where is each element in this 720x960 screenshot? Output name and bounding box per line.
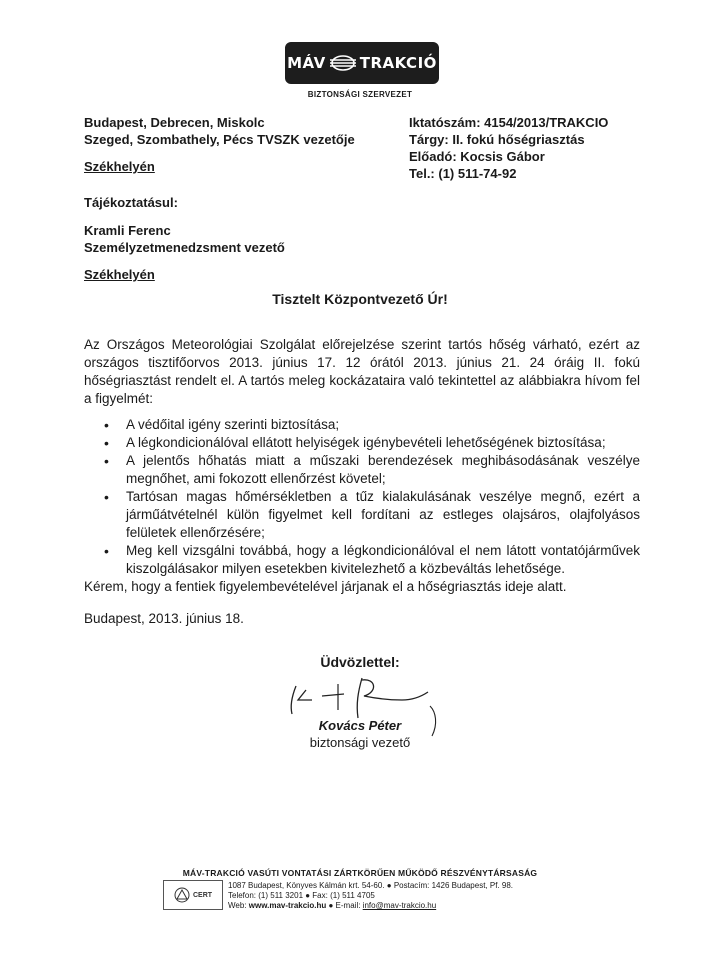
place-date: Budapest, 2013. június 18. xyxy=(84,611,244,626)
org-unit: BIZTONSÁGI SZERVEZET xyxy=(307,90,413,99)
footer-company: MÁV-TRAKCIÓ VASÚTI VONTATÁSI ZÁRTKÖRŰEN MŰKÖDŐ RÉSZVÉNYTÁRSASÁG xyxy=(182,868,538,878)
info-name: Kramli Ferenc xyxy=(84,223,171,238)
footer-email-label: ● E-mail: xyxy=(328,901,361,910)
logo-text-mav: MÁV xyxy=(287,54,326,72)
footer-web-label: Web: xyxy=(228,901,247,910)
footer-contact xyxy=(228,881,513,911)
list-item: • A légkondicionálóval ellátott helyiségek igénybevételi lehetőségének biztosítása; xyxy=(100,434,640,452)
recipient-line1: Budapest, Debrecen, Miskolc xyxy=(84,115,265,130)
cert-label: CERT xyxy=(192,891,213,899)
list-item: • A jelentős hőhatás miatt a műszaki berendezések meghibásodásának veszélye megnőhet, ami fokozott ellenőrzést követel; xyxy=(100,452,640,488)
greeting: Üdvözlettel: xyxy=(320,654,400,670)
bullet-list xyxy=(100,416,640,578)
certification-badge xyxy=(163,880,223,910)
footer-email-link[interactable]: info@mav-trakcio.hu xyxy=(362,901,437,910)
reference-officer: Előadó: Kocsis Gábor xyxy=(409,149,545,164)
list-item: • Tartósan magas hőmérsékletben a tűz kialakulásának veszélye megnő, ezért a járműátvételnél külön figyelmet kell fordítani az estleges olajsáros, olajfolyásos felületek ellenőrzésére; xyxy=(100,488,640,542)
recipient-seat: Székhelyén xyxy=(84,159,155,174)
footer-web-line xyxy=(228,901,513,911)
footer-address: 1087 Budapest, Könyves Kálmán krt. 54-60. ● Postacím: 1426 Budapest, Pf. 98. xyxy=(228,881,513,890)
list-item: • A védőital igény szerinti biztosítása; xyxy=(100,416,640,434)
logo-emblem-icon xyxy=(330,54,356,72)
info-seat: Székhelyén xyxy=(84,267,155,282)
footer-web-link[interactable]: www.mav-trakcio.hu xyxy=(248,901,327,910)
salutation: Tisztelt Központvezető Úr! xyxy=(272,291,448,307)
list-item: • Meg kell vizsgálni továbbá, hogy a légkondicionálóval el nem látott vontatójárművek kiszolgálásakor milyen esetekben kivitelezhető a közbeváltás lehetősége. xyxy=(100,542,640,578)
intro-paragraph: Az Országos Meteorológiai Szolgálat előrejelzése szerint tartós hőség várható, ezért az országos tisztifőorvos 2013. június 17. 12 órától 2013. június 21. 24 óráig II. fokú hőségriasztást rendelt el. A tartós meleg kockázataira való tekintettel az alábbiakra hívom fel a figyelmét: xyxy=(84,337,640,406)
reference-subject: Tárgy: II. fokú hőségriasztás xyxy=(409,132,585,147)
reference-number: Iktatószám: 4154/2013/TRAKCIO xyxy=(409,115,609,130)
signer-name: Kovács Péter xyxy=(318,718,402,733)
signer-title: biztonsági vezető xyxy=(309,735,411,750)
closing-paragraph: Kérem, hogy a fentiek figyelembevételével járjanak el a hőségriasztás ideje alatt. xyxy=(84,579,567,594)
mav-trakcio-logo xyxy=(285,42,439,84)
info-label: Tájékoztatásul: xyxy=(84,195,178,210)
cert-triangle-icon xyxy=(174,887,190,903)
recipient-line2: Szeged, Szombathely, Pécs TVSZK vezetője xyxy=(84,132,355,147)
reference-phone: Tel.: (1) 511-74-92 xyxy=(409,166,517,181)
info-title: Személyzetmenedzsment vezető xyxy=(84,240,285,255)
footer-phone: Telefon: (1) 511 3201 ● Fax: (1) 511 4705 xyxy=(228,891,375,900)
logo-text-trakcio: TRAKCIÓ xyxy=(359,54,437,72)
